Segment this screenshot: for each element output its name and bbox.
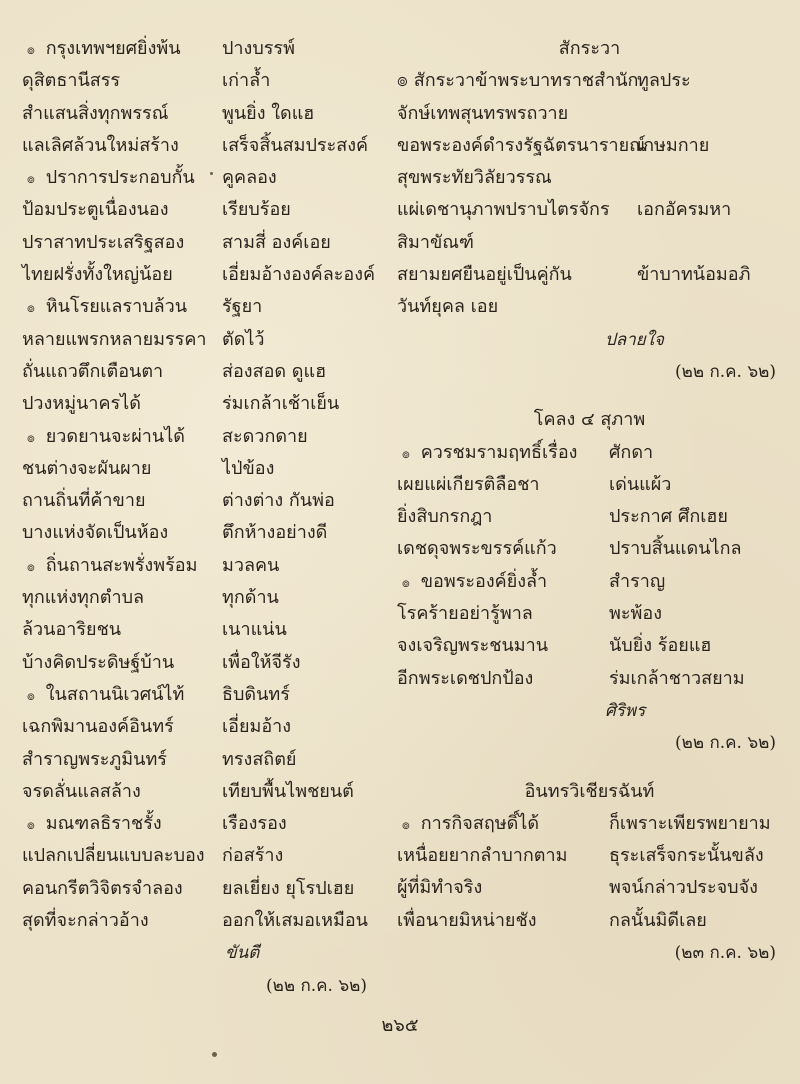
prose-text: ๏ สักระวาข้าพระบาทราชสำนัก — [397, 70, 639, 92]
prose-line — [397, 162, 782, 194]
poem-line — [397, 437, 782, 469]
hemistich-first — [22, 33, 181, 67]
hemistich-first-text: ทุกแห่งทุกตำบล — [22, 587, 145, 609]
hemistich-first — [397, 501, 492, 533]
poem-line — [22, 130, 382, 162]
hemistich-first — [22, 65, 120, 97]
hemistich-second: ต่างต่าง กันพ่อ — [222, 490, 335, 512]
paper-speck — [212, 1052, 217, 1057]
prose-line — [397, 227, 782, 259]
hemistich-second: ก่อสร้าง — [222, 845, 284, 867]
poem3-date: (๒๓ ก.ค. ๖๒) — [674, 943, 776, 964]
hemistich-second: พะพ้อง — [609, 603, 662, 625]
poem-line — [22, 194, 382, 226]
poem-line — [22, 840, 382, 872]
prose-text-end: เอกอัครมหา — [637, 199, 732, 221]
hemistich-first — [22, 905, 149, 937]
hemistich-second: ปราบสิ้นแดนไกล — [609, 538, 742, 560]
poem-line — [397, 533, 782, 565]
poem2-date: (๒๒ ก.ค. ๖๒) — [675, 733, 776, 754]
hemistich-first-text: โรคร้ายอย่ารู้พาล — [397, 603, 533, 625]
hemistich-first-text: ถั่นแถวตึกเตือนตา — [22, 360, 164, 382]
poem-line — [22, 776, 382, 808]
hemistich-first-text: บ้างคิดประดิษฐ์บ้าน — [22, 651, 175, 673]
hemistich-second: ปางบรรพ์ — [222, 38, 295, 59]
hemistich-first-text: แลเลิศล้วนใหม่สร้าง — [22, 134, 179, 156]
poem2-author: ศิริพร — [605, 700, 646, 721]
hemistich-first — [22, 356, 163, 388]
hemistich-first — [22, 453, 151, 485]
hemistich-first — [22, 873, 183, 905]
paper-speck — [210, 172, 213, 175]
hemistich-first — [22, 711, 174, 743]
poem-line — [22, 808, 382, 840]
poem-line — [22, 65, 382, 97]
hemistich-second: ออกให้เสมอเหมือน — [222, 910, 368, 932]
left-poem-author: ขันตี — [225, 943, 260, 964]
hemistich-first — [22, 679, 184, 713]
hemistich-first-text: อีกพระเดชปกป้อง — [397, 667, 534, 689]
stanza-mark-icon: ๏ — [402, 575, 410, 591]
hemistich-first — [22, 98, 168, 130]
prose-text-end: เกษมกาย — [637, 134, 710, 156]
poem-line — [397, 469, 782, 501]
hemistich-first-text: ป้อมประตูเนื่องนอง — [22, 199, 169, 221]
stanza-mark-icon: ๏ — [27, 818, 35, 834]
hemistich-first — [397, 437, 577, 471]
hemistich-first-text: ควรชมรามฤทธิ์เรื่อง — [420, 441, 578, 463]
hemistich-first-text: ยวดยานจะผ่านได้ — [45, 425, 185, 447]
poem-line — [397, 663, 782, 695]
poem2-body — [397, 437, 782, 695]
hemistich-second: สามสี่ องค์เอย — [222, 231, 331, 253]
poem-line — [22, 873, 382, 905]
hemistich-first-text: ในสถานนิเวศน์ไท้ — [45, 683, 185, 705]
prose-text: วันท์ยุคล เอย — [397, 296, 499, 318]
hemistich-first — [22, 227, 184, 259]
hemistich-first-text: สำแสนสิ่งทุกพรรณ์ — [22, 102, 169, 124]
hemistich-second: ธุระเสร็จกระนั้นขลัง — [609, 845, 764, 867]
hemistich-second: เทียบพื้นไพชยนต์ — [222, 780, 354, 802]
hemistich-first — [22, 421, 185, 455]
hemistich-second: รัฐยา — [222, 296, 263, 318]
poem-line — [22, 485, 382, 517]
prose-text: แผ่เดชานุภาพปราบไตรจักร — [397, 199, 610, 221]
hemistich-second: ร่มเกล้าชาวสยาม — [609, 667, 745, 689]
hemistich-second: ธิบดินทร์ — [222, 683, 290, 705]
hemistich-first-text: ยิ่งสิบกรกฎา — [397, 506, 493, 528]
prose-line — [397, 130, 782, 162]
poem3-title: อินทรวิเชียรฉันท์ — [524, 780, 655, 802]
prose-text-end: ข้าบาทน้อมอภิ — [637, 264, 751, 286]
poem-line — [397, 566, 782, 598]
right-column — [397, 33, 782, 969]
left-poem-date: (๒๒ ก.ค. ๖๒) — [266, 975, 367, 996]
prose-line — [397, 291, 782, 323]
poem-line — [22, 453, 382, 485]
prose-line — [397, 65, 782, 97]
hemistich-first-text: ชนต่างจะผันผาย — [22, 457, 152, 479]
hemistich-second: เสร็จสิ้นสมประสงค์ — [222, 134, 369, 156]
hemistich-first-text: กรุงเทพฯยศยิ่งพ้น — [45, 38, 181, 59]
poem-line — [397, 630, 782, 662]
hemistich-first — [22, 162, 195, 196]
hemistich-first — [22, 324, 206, 356]
hemistich-first — [22, 388, 141, 420]
poem-line — [22, 550, 382, 582]
hemistich-first — [397, 630, 548, 662]
prose-line — [397, 259, 782, 291]
poem-line — [22, 679, 382, 711]
hemistich-first-text: หลายแพรกหลายมรรคา — [22, 328, 207, 350]
prose-body — [397, 65, 782, 323]
hemistich-second: ตึกห้างอย่างดี — [222, 522, 328, 544]
hemistich-first — [22, 647, 174, 679]
hemistich-second: พจน์กล่าวประจบจัง — [609, 877, 758, 899]
hemistich-first-text: ไทยฝรั่งทั้งใหญ่น้อย — [22, 264, 173, 286]
hemistich-second: สะดวกดาย — [222, 425, 308, 447]
hemistich-first — [22, 582, 144, 614]
hemistich-first — [22, 194, 169, 226]
hemistich-first-text: จงเจริญพระชนมาน — [397, 635, 549, 657]
stanza-mark-icon: ๏ — [27, 430, 35, 446]
hemistich-first — [22, 776, 141, 808]
left-poem — [22, 33, 382, 1002]
hemistich-first-text: มณฑลธิราชรั้ง — [45, 813, 162, 835]
hemistich-first — [22, 840, 205, 872]
hemistich-first — [397, 905, 536, 937]
poem-line — [22, 711, 382, 743]
stanza-mark-icon: ๏ — [27, 559, 35, 575]
hemistich-first — [22, 744, 167, 776]
hemistich-first — [397, 598, 533, 630]
hemistich-first — [22, 614, 121, 646]
poem-line — [22, 33, 382, 65]
stanza-mark-icon: ๏ — [402, 446, 410, 462]
poem-line — [22, 259, 382, 291]
hemistich-second: ไป่ข้อง — [222, 457, 275, 479]
hemistich-second: ร่มเกล้าเช้าเย็น — [222, 393, 340, 415]
poem-line — [22, 517, 382, 549]
stanza-mark-icon: ๏ — [27, 172, 35, 188]
prose-text: ขอพระองค์ดำรงรัฐฉัตรนารายณ์ — [397, 134, 646, 156]
hemistich-first — [22, 259, 173, 291]
hemistich-first-text: ขอพระองค์ยิ่งล้ำ — [420, 570, 548, 592]
hemistich-first — [397, 808, 539, 842]
poem-line — [22, 744, 382, 776]
poem-line — [22, 162, 382, 194]
hemistich-first-text: ล้วนอาริยชน — [22, 619, 122, 641]
poem-line — [22, 905, 382, 937]
hemistich-first-text: ดุสิตธานีสรร — [22, 70, 121, 92]
hemistich-first — [22, 550, 197, 584]
hemistich-second: เอี่ยมอ้าง — [222, 716, 292, 738]
hemistich-first-text: ถิ่นถานสะพรั่งพร้อม — [45, 554, 198, 576]
prose-title: สักระวา — [558, 38, 621, 59]
hemistich-second: ศักดา — [609, 441, 654, 463]
hemistich-first — [397, 566, 547, 600]
poem-line — [22, 227, 382, 259]
hemistich-second: ก็เพราะเพียรพยายาม — [609, 812, 771, 834]
hemistich-first-text: ถานถิ่นที่ค้าขาย — [22, 490, 146, 512]
hemistich-second: เรืองรอง — [222, 813, 287, 835]
hemistich-first-text: ปราการประกอบกั้น — [45, 167, 195, 189]
hemistich-second: นับยิ่ง ร้อยแฮ — [609, 635, 712, 657]
hemistich-second: กลนั้นมิดีเลย — [609, 909, 707, 931]
poem-line — [397, 872, 782, 904]
hemistich-first-text: การกิจสฤษดิ์ได้ — [420, 812, 540, 834]
page-number: ๒๖๕ — [381, 1015, 419, 1036]
poem-line — [22, 388, 382, 420]
hemistich-first — [397, 840, 567, 872]
hemistich-second: ส่องสอด ดูแฮ — [222, 360, 327, 382]
poem-line — [22, 324, 382, 356]
poem-line — [22, 291, 382, 323]
hemistich-first — [22, 291, 187, 325]
prose-line — [397, 98, 782, 130]
hemistich-first — [397, 533, 557, 565]
poem2-title: โคลง ๔ สุภาพ — [533, 409, 646, 431]
poem-line — [22, 421, 382, 453]
prose-text: จักษ์เทพสุนทรพรถวาย — [397, 102, 569, 124]
hemistich-first-text: แปลกเปลี่ยนแบบละบอง — [22, 845, 205, 867]
hemistich-first-text: จรดลั่นแลสล้าง — [22, 780, 141, 802]
hemistich-second: คูคลอง — [222, 167, 277, 189]
hemistich-second: ประกาศ ศึกเฮย — [609, 506, 728, 528]
hemistich-second: พูนยิ่ง ใดแฮ — [222, 102, 315, 124]
prose-text-end: ทูลประ — [637, 70, 691, 92]
hemistich-first-text: เฉกพิมานองค์อินทร์ — [22, 716, 174, 738]
hemistich-second: สำราญ — [609, 570, 666, 592]
hemistich-first-text: หินโรยแลราบล้วน — [45, 296, 188, 318]
hemistich-second: เก่าล้ำ — [222, 70, 271, 92]
hemistich-first-text: สุดที่จะกล่าวอ้าง — [22, 910, 149, 932]
hemistich-second: เอี่ยมอ้างองค์ละองค์ — [222, 264, 376, 286]
hemistich-second: ทุกด้าน — [222, 587, 279, 609]
hemistich-first-text: เหนื่อยยากลำบากตาม — [397, 845, 568, 867]
hemistich-first-text: เดชดุจพระขรรค์แก้ว — [397, 538, 557, 560]
hemistich-first-text: คอนกรีตวิจิตรจำลอง — [22, 877, 183, 899]
poem-line — [397, 501, 782, 533]
hemistich-first — [397, 469, 540, 501]
hemistich-first-text: สำราญพระภูมินทร์ — [22, 748, 167, 770]
poem-line — [22, 647, 382, 679]
hemistich-first — [22, 130, 179, 162]
hemistich-first-text: บางแห่งจัดเป็นห้อง — [22, 522, 169, 544]
hemistich-first-text: เพื่อนายมิหน่ายชัง — [397, 909, 537, 931]
hemistich-second: เนาแน่น — [222, 619, 287, 641]
poem-line — [397, 808, 782, 840]
prose-author: ปลายใจ — [605, 329, 664, 350]
hemistich-first — [22, 517, 168, 549]
prose-line — [397, 194, 782, 226]
prose-text: สุขพระทัยวิลัยวรรณ — [397, 167, 552, 189]
hemistich-first — [22, 485, 146, 517]
poem-line — [397, 598, 782, 630]
prose-date: (๒๒ ก.ค. ๖๒) — [675, 361, 776, 382]
stanza-mark-icon: ๏ — [27, 688, 35, 704]
hemistich-first — [397, 663, 533, 695]
hemistich-first — [397, 872, 482, 904]
poem-line — [397, 840, 782, 872]
poem-line — [22, 98, 382, 130]
hemistich-first-text: เผยแผ่เกียรติลือชา — [397, 473, 540, 495]
hemistich-second: ทรงสถิตย์ — [222, 748, 297, 770]
prose-text: สิมาขัณฑ์ — [397, 231, 474, 253]
poem-line — [22, 614, 382, 646]
poem-line — [397, 905, 782, 937]
stanza-mark-icon: ๏ — [27, 301, 35, 317]
stanza-mark-icon: ๏ — [27, 43, 35, 58]
poem-line — [22, 582, 382, 614]
hemistich-first — [22, 808, 162, 842]
hemistich-second: เด่นแผ้ว — [609, 473, 672, 495]
hemistich-first-text: ผู้ที่มิทำจริง — [397, 877, 483, 899]
prose-text: สยามยศยืนอยู่เป็นคู่กัน — [397, 264, 572, 286]
hemistich-first-text: ปราสาทประเสริฐสอง — [22, 231, 185, 253]
hemistich-first-text: ปวงหมู่นาครได้ — [22, 393, 141, 415]
hemistich-second: เพื่อให้จีรัง — [222, 651, 301, 673]
hemistich-second: มวลคน — [222, 554, 280, 576]
hemistich-second: ตัดไว้ — [222, 328, 265, 350]
stanza-mark-icon: ๏ — [402, 817, 410, 833]
hemistich-second: ยลเยี่ยง ยุโรปเฮย — [222, 877, 355, 899]
hemistich-second: เรียบร้อย — [222, 199, 291, 221]
poem-line — [22, 356, 382, 388]
poem3-body — [397, 808, 782, 937]
